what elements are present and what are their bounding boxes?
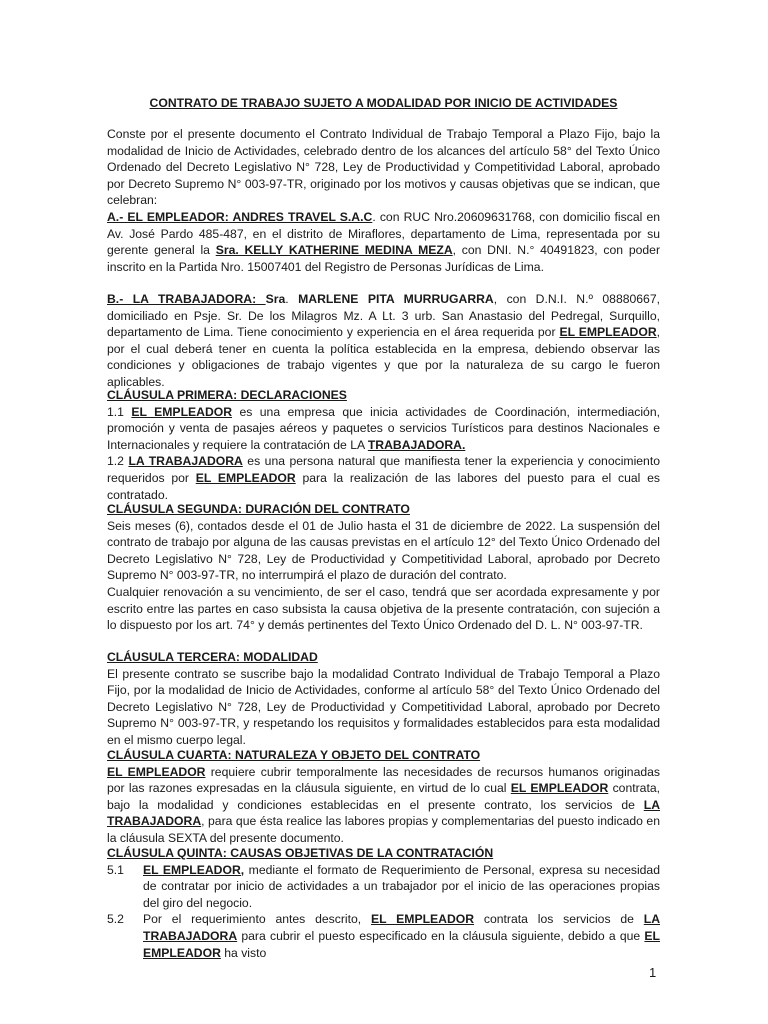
- clause-5-section: [107, 845, 660, 961]
- clause-5-item-2: 5.2 Por el requerimiento antes descrito, EL EMPLEADOR contrata los servicios de LA TRABAJADORA para cubrir el puesto especificado en la cláusula siguiente, debido a que EL EMPLEADOR ha visto: [107, 912, 661, 960]
- party-b-name: MARLENE PITA MURRUGARRA: [298, 292, 494, 306]
- party-a-representative: Sra. KELLY KATHERINE MEDINA MEZA: [215, 243, 453, 258]
- clause-5-heading: CLÁUSULA QUINTA: CAUSAS OBJETIVAS DE LA CONTRATACIÓN: [107, 846, 494, 860]
- party-b-label: B.- LA TRABAJADORA:: [107, 292, 266, 306]
- party-b-paragraph: B.- LA TRABAJADORA: Sra. MARLENE PITA MURRUGARRA, con D.N.I. N.º 08880667, domiciliado en Psje. Sr. De los Milagros Mz. A Lt. 3 urb. San Anastasio del Pedregal, Surquillo, departamento de Lima. Tiene conocimiento y experiencia en el área requerida por EL EMPLEADOR, por el cual deberá tener en cuenta la política establecida en la empresa, debiendo observar las condiciones y obligaciones de trabajo vigentes y que por la naturaleza de su cargo le fueron aplicables.: [107, 292, 661, 389]
- clause-3-heading: CLÁUSULA TERCERA: MODALIDAD: [107, 650, 318, 664]
- clause-2-paragraph-1: Seis meses (6), contados desde el 01 de Julio hasta el 31 de diciembre de 2022. La suspensión del contrato de trabajo por alguna de las causas previstas en el artículo 12° del Texto Único Ordenado del Decreto Legislativo N° 728, Ley de Productividad y Competitividad Laboral, aprobado por Decreto Supremo N° 003-97-TR, no interrumpirá el plazo de duración del contrato.: [107, 518, 660, 583]
- clause-1-item-1: 1.1 EL EMPLEADOR es una empresa que inicia actividades de Coordinación, intermediación, promoción y venta de pasajes aéreos y paquetes o servicios Turísticos para destinos Nacionales e Internacionales y requiere la contratación de LA TRABAJADORA.: [107, 404, 660, 452]
- clause-4-paragraph: EL EMPLEADOR requiere cubrir temporalmente las necesidades de recursos humanos originadas por las razones expresadas en la cláusula siguiente, en virtud de lo cual EL EMPLEADOR contrata, bajo la modalidad y condiciones establecidas en el presente contrato, los servicios de LA TRABAJADORA, para que ésta realice las labores propias y complementarias del puesto indicado en la cláusula SEXTA del presente documento.: [107, 764, 660, 845]
- clause-2-section: [107, 501, 660, 634]
- clause-4-heading: CLÁUSULA CUARTA: NATURALEZA Y OBJETO DEL CONTRATO: [107, 748, 481, 762]
- intro-paragraph: Conste por el presente documento el Contrato Individual de Trabajo Temporal a Plazo Fijo, bajo la modalidad de Inicio de Actividades, celebrado dentro de los alcances del artículo 58° del Texto Único Ordenado del Decreto Legislativo N° 728, Ley de Productividad y Competitividad Laboral, aprobado por Decreto Supremo N° 003-97-TR, originado por los motivos y causas objetivas que se indican, que celebran:: [107, 127, 660, 208]
- clause-3-section: [107, 649, 660, 749]
- party-a-paragraph: A.- EL EMPLEADOR: ANDRES TRAVEL S.A.C. con RUC Nro.20609631768, con domicilio fiscal en Av. José Pardo 485-487, en el distrito de Miraflores, departamento de Lima, representada por su gerente general la Sra. KELLY KATHERINE MEDINA MEZA, con DNI. N.° 40491823, con poder inscrito en la Partida Nro. 15007401 del Registro de Personas Jurídicas de Lima.: [107, 210, 660, 274]
- clause-5-item-1: 5.1 EL EMPLEADOR, mediante el formato de Requerimiento de Personal, expresa su necesidad de contratar por inicio de actividades a un trabajador por el inicio de las operaciones propias del giro del negocio.: [107, 862, 660, 910]
- page-number: 1: [649, 965, 657, 980]
- clause-4-section: [107, 747, 660, 847]
- clause-2-heading: CLÁUSULA SEGUNDA: DURACIÓN DEL CONTRATO: [107, 502, 410, 516]
- clause-1-item-2: 1.2 LA TRABAJADORA es una persona natural que manifiesta tener la experiencia y conocimiento requeridos por EL EMPLEADOR para la realización de las labores del puesto para el cual es contratado.: [107, 454, 660, 502]
- clause-1-section: [107, 387, 660, 503]
- document-title: CONTRATO DE TRABAJO SUJETO A MODALIDAD POR INICIO DE ACTIVIDADES: [149, 96, 618, 110]
- party-a-label: A.- EL EMPLEADOR: ANDRES TRAVEL S.A.C: [107, 210, 373, 224]
- clause-2-paragraph-2: Cualquier renovación a su vencimiento, de ser el caso, tendrá que ser acordada expresamente y por escrito entre las partes en caso subsista la causa objetiva de la presente contratación, con sujeción a lo dispuesto por los art. 74° y demás pertinentes del Texto Único Ordenado del D. L. N° 003-97-TR.: [107, 584, 660, 633]
- clause-3-paragraph: El presente contrato se suscribe bajo la modalidad Contrato Individual de Trabajo Temporal a Plazo Fijo, por la modalidad de Inicio de Actividades, conforme al artículo 58° del Texto Único Ordenado del Decreto Legislativo N° 728, Ley de Productividad y Competitividad Laboral, aprobado por Decreto Supremo N° 003-97-TR, y respetando los requisitos y formalidades establecidos para esta modalidad en el mismo cuerpo legal.: [107, 666, 660, 747]
- clause-1-heading: CLÁUSULA PRIMERA: DECLARACIONES: [107, 388, 347, 402]
